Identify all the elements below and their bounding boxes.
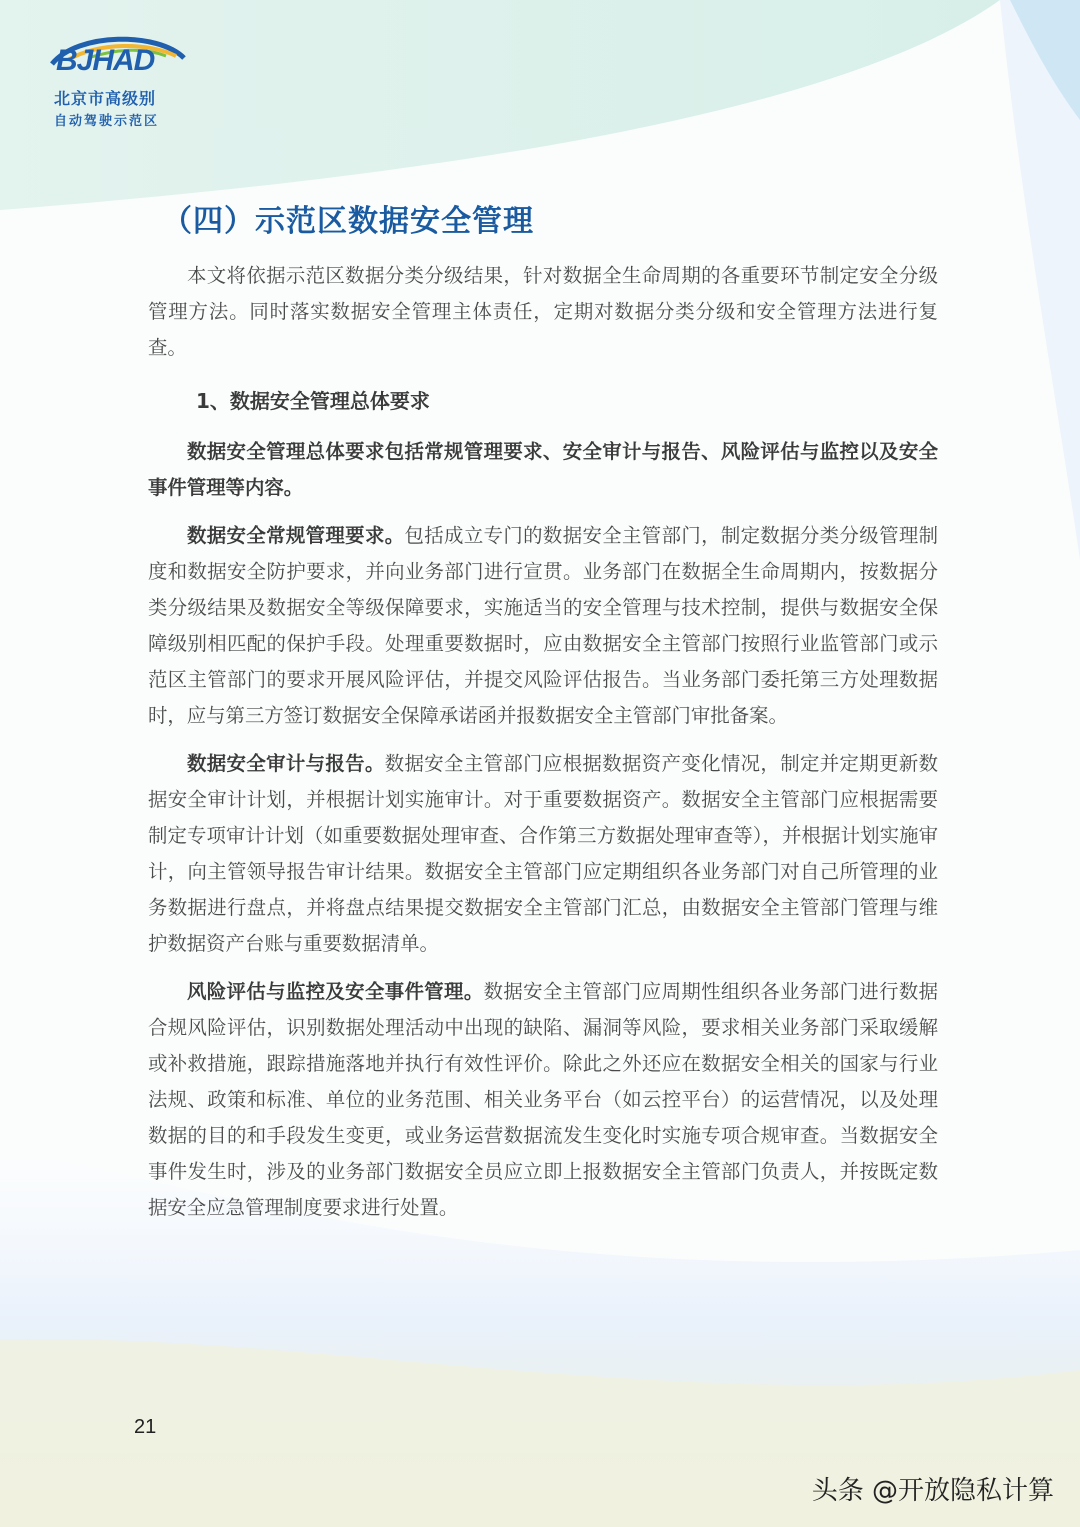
- paragraph-lead: 数据安全常规管理要求。: [187, 524, 405, 547]
- paragraph-body: 包括成立专门的数据安全主管部门，制定数据分类分级管理制度和数据安全防护要求，并向业务部门进行宣贯。业务部门在数据全生命周期内，按数据分类分级结果及数据安全等级保障要求，实施适当的安全管理与技术控制，提供与数据安全保障级别相匹配的保护手段。处理重要数据时，应由数据安全主管部门按照行业监管部门或示范区主管部门的要求开展风险评估，并提交风险评估报告。当业务部门委托第三方处理数据时，应与第三方签订数据安全保障承诺函并报数据安全主管部门审批备案。: [148, 524, 939, 727]
- intro-paragraph: 本文将依据示范区数据分类分级结果，针对数据全生命周期的各重要环节制定安全分级管理方法。同时落实数据安全管理主体责任，定期对数据分类分级和安全管理方法进行复查。: [148, 264, 938, 359]
- page-number: 21: [134, 1416, 157, 1438]
- section-title: （四）示范区数据安全管理: [162, 204, 534, 239]
- summary-paragraph: 数据安全管理总体要求包括常规管理要求、安全审计与报告、风险评估与监控以及安全事件管理等内容。: [148, 440, 938, 499]
- logo-subtitle-line2: 自动驾驶示范区: [54, 114, 160, 129]
- paragraph-risk-incident: [148, 974, 938, 1226]
- source-watermark: 头条 @开放隐私计算: [811, 1476, 1054, 1506]
- paragraph-audit-report: [148, 746, 938, 962]
- subheading: 1、数据安全管理总体要求: [196, 389, 430, 413]
- logo-mark: BJHAD: [56, 44, 155, 77]
- paragraph-lead: 数据安全审计与报告。: [187, 752, 385, 775]
- paragraph-lead: 风险评估与监控及安全事件管理。: [187, 980, 484, 1003]
- paragraph-routine-management: [148, 518, 938, 734]
- paragraph-body: 数据安全主管部门应根据数据资产变化情况，制定并定期更新数据安全审计计划，并根据计划实施审计。对于重要数据资产。数据安全主管部门应根据需要制定专项审计计划（如重要数据处理审查、合作第三方数据处理审查等），并根据计划实施审计，向主管领导报告审计结果。数据安全主管部门应定期组织各业务部门对自己所管理的业务数据进行盘点，并将盘点结果提交数据安全主管部门汇总，由数据安全主管部门管理与维护数据资产台账与重要数据清单。: [148, 752, 939, 955]
- paragraph-body: 数据安全主管部门应周期性组织各业务部门进行数据合规风险评估，识别数据处理活动中出现的缺陷、漏洞等风险，要求相关业务部门采取缓解或补救措施，跟踪措施落地并执行有效性评价。除此之外还应在数据安全相关的国家与行业法规、政策和标准、单位的业务范围、相关业务平台（如云控平台）的运营情况，以及处理数据的目的和手段发生变更，或业务运营数据流发生变化时实施专项合规审查。当数据安全事件发生时，涉及的业务部门数据安全员应立即上报数据安全主管部门负责人，并按既定数据安全应急管理制度要求进行处置。: [148, 980, 939, 1219]
- logo-subtitle-line1: 北京市高级别: [54, 89, 157, 108]
- body-content: [148, 258, 938, 1238]
